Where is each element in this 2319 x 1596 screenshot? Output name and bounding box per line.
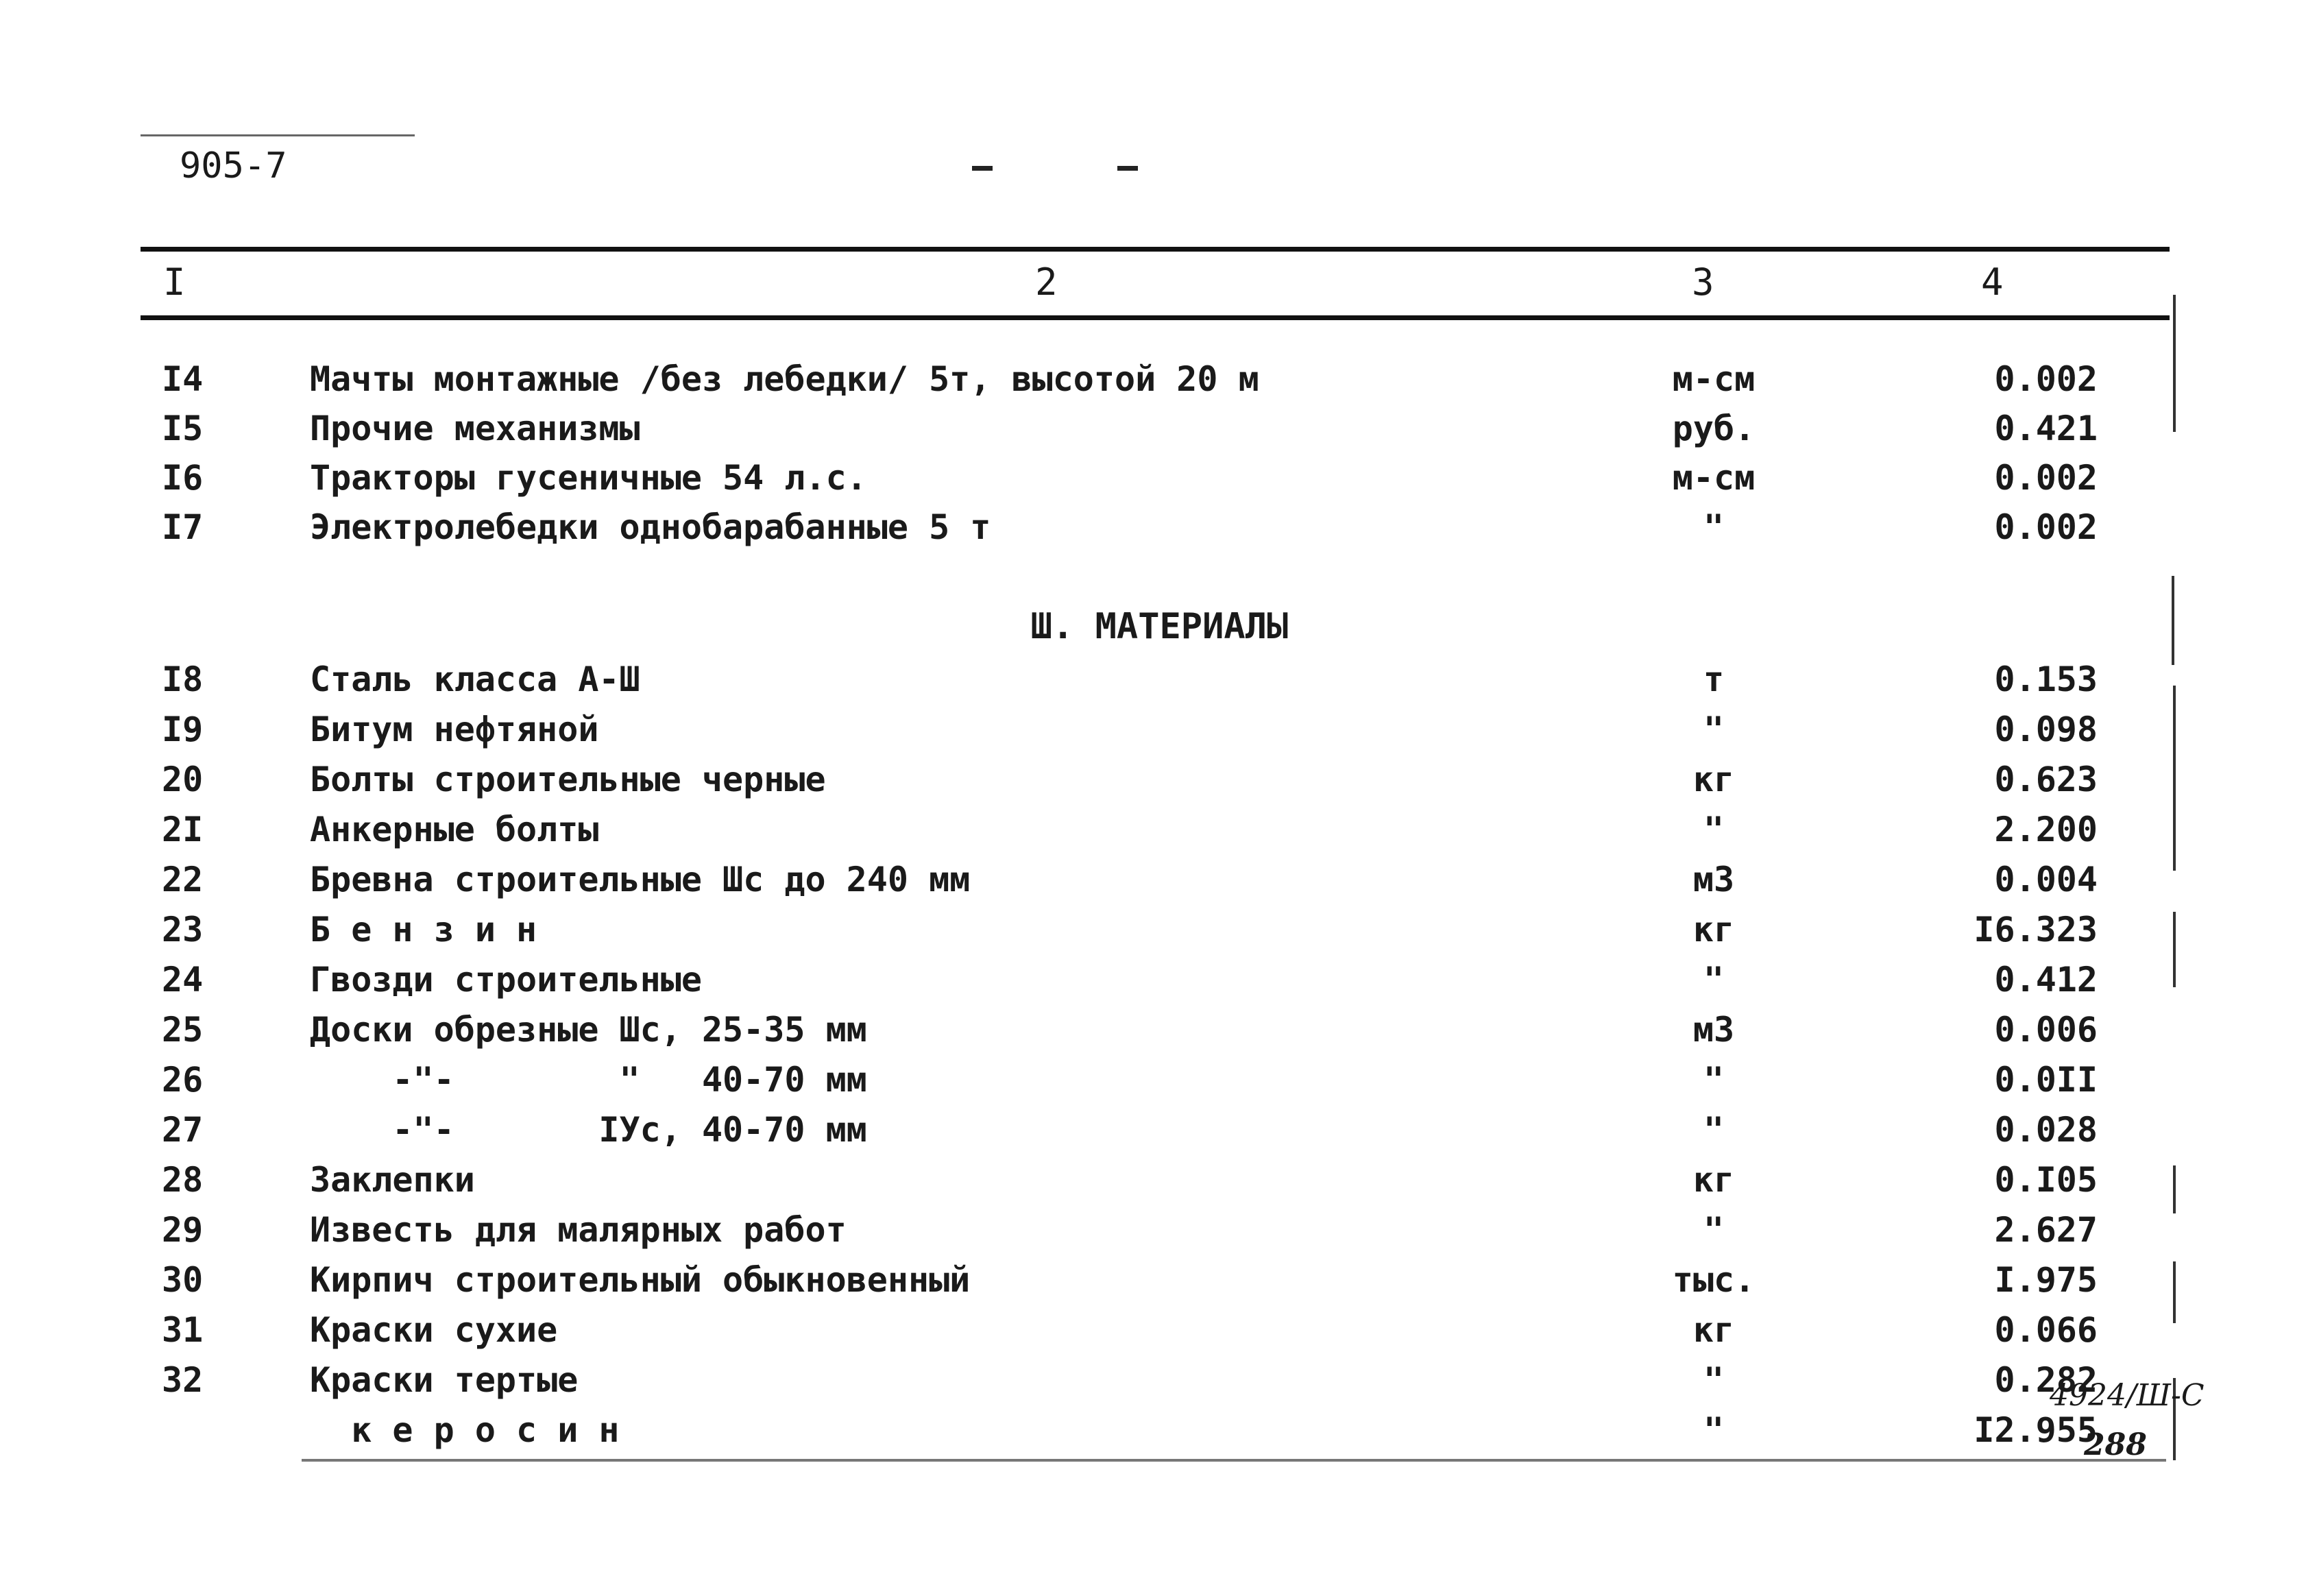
row-number: 32	[162, 1360, 204, 1400]
row-name: Кирпич строительный обыкновенный	[310, 1260, 971, 1300]
stamp-code: 4924/Ш-С	[2050, 1378, 2205, 1413]
table-row	[0, 960, 2319, 1009]
table-top-rule	[141, 247, 2170, 252]
table-row	[0, 507, 2319, 557]
table-row	[0, 359, 2319, 409]
column-header-2: 2	[1035, 261, 1058, 304]
row-number: 22	[162, 860, 204, 899]
row-number: 25	[162, 1010, 204, 1050]
margin-mark	[2172, 576, 2174, 665]
row-quantity: 0.153	[1994, 660, 2098, 699]
column-header-1: I	[163, 261, 186, 304]
row-number: 31	[162, 1310, 204, 1350]
row-quantity: 2.200	[1994, 810, 2098, 849]
row-name: Прочие механизмы	[310, 409, 640, 448]
table-row	[0, 1010, 2319, 1059]
table-row	[0, 1260, 2319, 1309]
row-unit: "	[1703, 710, 1725, 749]
row-quantity: 0.028	[1994, 1110, 2098, 1150]
row-number: 27	[162, 1110, 204, 1150]
row-name: -"- " 40-70 мм	[310, 1060, 867, 1100]
row-unit: м-см	[1672, 359, 1756, 399]
row-unit: "	[1703, 960, 1725, 1000]
table-row	[0, 409, 2319, 458]
row-number: I4	[162, 359, 204, 399]
row-name: к е р о с и н	[310, 1410, 620, 1450]
table-row	[0, 910, 2319, 959]
margin-mark	[2173, 686, 2176, 871]
row-quantity: 0.412	[1994, 960, 2098, 1000]
table-row	[0, 760, 2319, 809]
table-row	[0, 710, 2319, 759]
row-unit: кг	[1692, 1160, 1735, 1200]
table-header-rule	[141, 315, 2170, 320]
table-row	[0, 1060, 2319, 1109]
row-name: Анкерные болты	[310, 810, 599, 849]
row-name: Известь для малярных работ	[310, 1210, 847, 1250]
row-number: I7	[162, 507, 204, 547]
row-quantity: 0.282	[1994, 1360, 2098, 1400]
row-quantity: 0.I05	[1994, 1160, 2098, 1200]
row-quantity: 0.002	[1994, 507, 2098, 547]
row-name: Битум нефтяной	[310, 710, 599, 749]
margin-mark	[2173, 295, 2176, 432]
row-number: I9	[162, 710, 204, 749]
row-quantity: 0.098	[1994, 710, 2098, 749]
row-unit: "	[1703, 1410, 1725, 1450]
row-number: 24	[162, 960, 204, 1000]
row-unit: кг	[1692, 760, 1735, 799]
margin-mark	[2173, 1261, 2176, 1323]
row-unit: кг	[1692, 910, 1735, 950]
row-number: 23	[162, 910, 204, 950]
row-number: I5	[162, 409, 204, 448]
row-number: 20	[162, 760, 204, 799]
row-quantity: 0.002	[1994, 359, 2098, 399]
row-name: Краски тертые	[310, 1360, 579, 1400]
dash-mark	[972, 166, 993, 171]
row-unit: "	[1703, 1110, 1725, 1150]
row-name: Гвозди строительные	[310, 960, 702, 1000]
row-name: Б е н з и н	[310, 910, 537, 950]
row-quantity: I6.323	[1974, 910, 2098, 950]
row-name: Заклепки	[310, 1160, 475, 1200]
row-number: 29	[162, 1210, 204, 1250]
row-number: I8	[162, 660, 204, 699]
table-row	[0, 1160, 2319, 1209]
table-row	[0, 1360, 2319, 1410]
row-name: Электролебедки однобарабанные 5 т	[310, 507, 991, 547]
row-quantity: 0.006	[1994, 1010, 2098, 1050]
table-row	[0, 660, 2319, 709]
section-title: Ш. МАТЕРИАЛЫ	[1030, 606, 1289, 647]
row-quantity: I.975	[1994, 1260, 2098, 1300]
row-name: Мачты монтажные /без лебедки/ 5т, высотой 20 м	[310, 359, 1259, 399]
row-name: Тракторы гусеничные 54 л.с.	[310, 458, 867, 498]
margin-mark	[2173, 912, 2176, 987]
table-row	[0, 1410, 2319, 1460]
stamp-page-number: 288	[2084, 1427, 2147, 1462]
row-unit: м-см	[1672, 458, 1756, 498]
row-number: 26	[162, 1060, 204, 1100]
row-unit: "	[1703, 810, 1725, 849]
row-unit: тыс.	[1672, 1260, 1756, 1300]
margin-mark	[2173, 1165, 2176, 1213]
row-name: Сталь класса А-Ш	[310, 660, 640, 699]
dash-mark	[1117, 166, 1138, 171]
top-scribble-line	[141, 134, 415, 136]
row-quantity: 0.004	[1994, 860, 2098, 899]
row-name: Болты строительные черные	[310, 760, 826, 799]
row-number: 28	[162, 1160, 204, 1200]
table-row	[0, 860, 2319, 909]
table-row	[0, 458, 2319, 507]
row-unit: м3	[1692, 860, 1735, 899]
row-quantity: 0.623	[1994, 760, 2098, 799]
row-name: Доски обрезные Шс, 25-35 мм	[310, 1010, 867, 1050]
row-quantity: 0.0II	[1994, 1060, 2098, 1100]
row-quantity: 0.421	[1994, 409, 2098, 448]
row-unit: "	[1703, 1360, 1725, 1400]
row-name: Бревна строительные Шс до 240 мм	[310, 860, 971, 899]
row-quantity: 0.002	[1994, 458, 2098, 498]
row-unit: т	[1703, 660, 1725, 699]
row-name: Краски сухие	[310, 1310, 558, 1350]
row-number: I6	[162, 458, 204, 498]
row-unit: руб.	[1672, 409, 1756, 448]
column-header-4: 4	[1981, 261, 2004, 304]
bottom-rule	[302, 1459, 2166, 1462]
document-code: 905-7	[180, 145, 287, 186]
row-unit: кг	[1692, 1310, 1735, 1350]
column-header-3: 3	[1692, 261, 1714, 304]
row-number: 2I	[162, 810, 204, 849]
row-quantity: 2.627	[1994, 1210, 2098, 1250]
table-row	[0, 1210, 2319, 1259]
row-unit: "	[1703, 507, 1725, 547]
table-row	[0, 810, 2319, 859]
row-name: -"- IУс, 40-70 мм	[310, 1110, 867, 1150]
row-unit: "	[1703, 1210, 1725, 1250]
row-quantity: 0.066	[1994, 1310, 2098, 1350]
row-unit: "	[1703, 1060, 1725, 1100]
row-quantity: I2.955	[1974, 1410, 2098, 1450]
table-row	[0, 1110, 2319, 1159]
row-number: 30	[162, 1260, 204, 1300]
row-unit: м3	[1692, 1010, 1735, 1050]
table-row	[0, 1310, 2319, 1359]
